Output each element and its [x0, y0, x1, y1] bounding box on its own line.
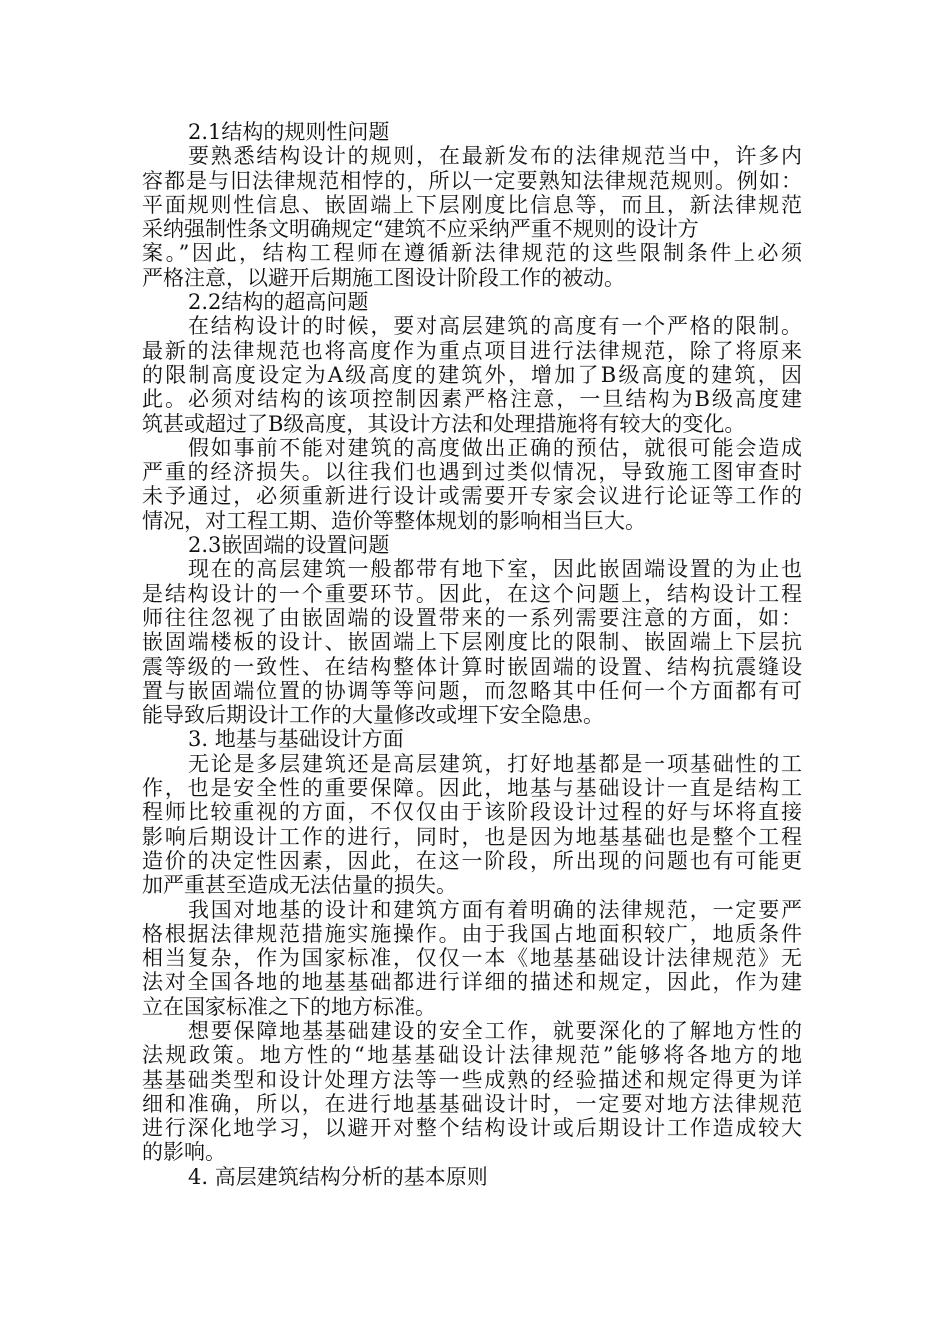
text-line: 筑甚或超过了B级高度，其设计方法和处理措施将有较大的变化。: [142, 411, 746, 436]
document-body: [142, 120, 802, 1189]
text-line: 程师比较重视的方面，不仅仅由于该阶段设计过程的好与坏将直接: [142, 800, 802, 825]
paragraph: [142, 314, 802, 435]
text-line: 的影响。: [142, 1140, 226, 1165]
text-line: 嵌固端楼板的设计、嵌固端上下层刚度比的限制、嵌固端上下层抗: [142, 630, 802, 655]
text-line: 震等级的一致性、在结构整体计算时嵌固端的设置、结构抗震缝设: [142, 654, 802, 679]
text-line: 细和准确，所以，在进行地基基础设计时，一定要对地方法律规范: [142, 1091, 802, 1116]
paragraph: [142, 898, 802, 1019]
text-line: 进行深化地学习，以避开对整个结构设计或后期设计工作造成较大: [142, 1116, 802, 1141]
section-heading: 2.1结构的规则性问题: [188, 120, 390, 144]
text-line: 平面规则性信息、嵌固端上下层刚度比信息等，而且，新法律规范: [142, 192, 802, 217]
text-line: 置与嵌固端位置的协调等等问题，而忽略其中任何一个方面都有可: [142, 678, 802, 703]
text-line: 在结构设计的时候，要对高层建筑的高度有一个严格的限制。: [188, 314, 802, 339]
section-heading: 2.3嵌固端的设置问题: [188, 533, 390, 558]
text-line: 能导致后期设计工作的大量修改或埋下安全隐患。: [142, 703, 604, 728]
section-2-1: [142, 120, 802, 290]
text-line: 立在国家标准之下的地方标准。: [142, 994, 436, 1019]
text-line: 我国对地基的设计和建筑方面有着明确的法律规范，一定要严: [188, 897, 802, 922]
paragraph: [142, 752, 802, 898]
text-line: 格根据法律规范措施实施操作。由于我国占地面积较广，地质条件: [142, 921, 802, 946]
paragraph: [142, 1019, 802, 1165]
text-line: 要熟悉结构设计的规则，在最新发布的法律规范当中，许多内: [188, 144, 802, 169]
text-line: 严重的经济损失。以往我们也遇到过类似情况，导致施工图审查时: [142, 460, 802, 485]
text-line: 造价的决定性因素，因此，在这一阶段，所出现的问题也有可能更: [142, 848, 802, 873]
text-line: 此。必须对结构的该项控制因素严格注意，一旦结构为B级高度建: [142, 387, 802, 412]
paragraph: [142, 557, 802, 727]
section-4: [142, 1165, 802, 1189]
text-line: 作，也是安全性的重要保障。因此，地基与基础设计一直是结构工: [142, 776, 802, 801]
section-heading: 2.2结构的超高问题: [188, 290, 369, 315]
text-line: 法对全国各地的地基基础都进行详细的描述和规定，因此，作为建: [142, 970, 802, 995]
text-line: 案。”因此，结构工程师在遵循新法律规范的这些限制条件上必须: [142, 241, 802, 266]
text-line: 严格注意，以避开后期施工图设计阶段工作的被动。: [142, 265, 625, 290]
text-line: 现在的高层建筑一般都带有地下室，因此嵌固端设置的为止也: [188, 557, 802, 582]
text-line: 采纳强制性条文明确规定“建筑不应采纳严重不规则的设计方: [142, 217, 699, 242]
text-line: 最新的法律规范也将高度作为重点项目进行法律规范，除了将原来: [142, 338, 802, 363]
text-line: 无论是多层建筑还是高层建筑，打好地基都是一项基础性的工: [188, 751, 802, 776]
text-line: 想要保障地基基础建设的安全工作，就要深化的了解地方性的: [188, 1018, 802, 1043]
text-line: 法规政策。地方性的“地基基础设计法律规范”能够将各地方的地: [142, 1043, 802, 1068]
text-line: 影响后期设计工作的进行，同时，也是因为地基基础也是整个工程: [142, 824, 802, 849]
text-line: 未予通过，必须重新进行设计或需要开专家会议进行论证等工作的: [142, 484, 802, 509]
paragraph: [142, 436, 802, 533]
text-line: 基基础类型和设计处理方法等一些成熟的经验描述和规定得更为详: [142, 1067, 802, 1092]
text-line: 假如事前不能对建筑的高度做出正确的预估，就很可能会造成: [188, 435, 802, 460]
text-line: 师往往忽视了由嵌固端的设置带来的一系列需要注意的方面，如：: [142, 605, 802, 630]
section-2-3: [142, 533, 802, 727]
section-heading: 3. 地基与基础设计方面: [188, 727, 404, 752]
text-line: 情况，对工程工期、造价等整体规划的影响相当巨大。: [142, 508, 646, 533]
text-line: 加严重甚至造成无法估量的损失。: [142, 873, 457, 898]
section-heading: 4. 高层建筑结构分析的基本原则: [188, 1164, 488, 1189]
section-2-2: [142, 290, 802, 533]
text-line: 的限制高度设定为A级高度的建筑外，增加了B级高度的建筑，因: [142, 362, 802, 387]
paragraph: [142, 144, 802, 290]
section-3: [142, 727, 802, 1164]
text-line: 是结构设计的一个重要环节。因此，在这个问题上，结构设计工程: [142, 581, 802, 606]
text-line: 相当复杂，作为国家标准，仅仅一本《地基基础设计法律规范》无: [142, 946, 802, 971]
text-line: 容都是与旧法律规范相悖的，所以一定要熟知法律规范规则。例如：: [142, 168, 802, 193]
